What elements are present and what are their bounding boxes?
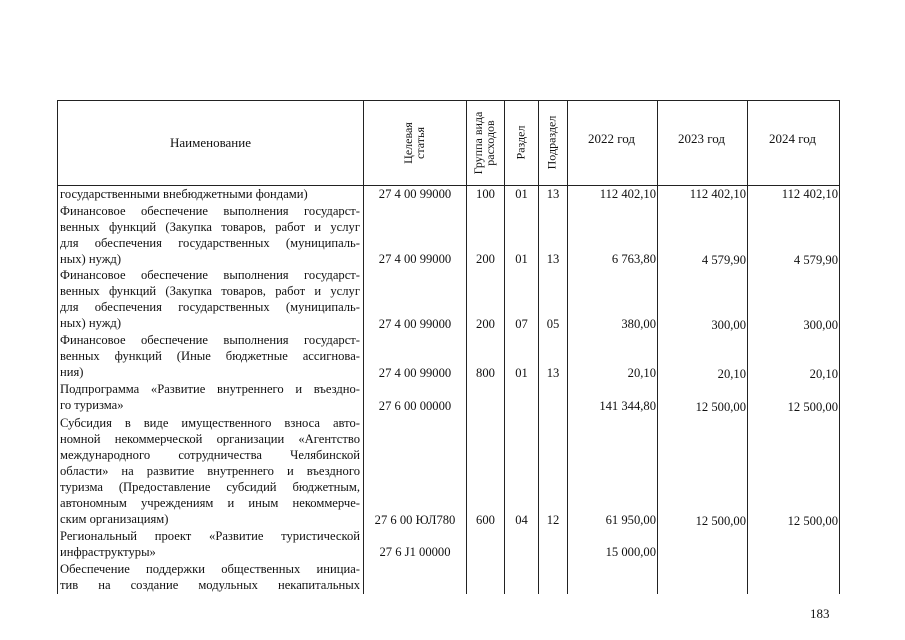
header-year-2024: 2024 год [769,131,816,146]
cell-amount-2024: 4 579,90 [793,253,838,267]
cell-target-article: 27 6 00 ЮЛ780 [374,513,456,527]
header-year-2022: 2022 год [588,131,635,146]
cell-amount-2023: 12 500,00 [695,400,746,414]
header-target-article [402,103,428,183]
cell-subsection: 13 [546,366,560,380]
header-expense-group [472,103,498,183]
cell-subsection: 13 [546,252,560,266]
header-group-line2: расходов [483,120,497,166]
name-line: ных) нужд) [60,316,122,330]
name-line: го туризма» [60,398,124,412]
col-border-left [57,100,58,594]
table-row-name [60,186,360,202]
name-line: международного сотрудничества Челябинской [60,448,360,462]
name-line: государственными внебюджетными фондами) [60,187,308,201]
cell-subsection: 05 [546,317,560,331]
name-line: венных функций (Иные бюджетные ассигнова- [60,349,360,363]
cell-amount-2024: 112 402,10 [781,187,838,201]
cell-amount-2022: 141 344,80 [599,399,656,413]
cell-section: 04 [515,513,528,527]
name-line: туризма (Предоставление субсидий бюджетным, [60,480,360,494]
header-name: Наименование [170,135,251,150]
cell-target-article: 27 6 00 00000 [378,399,452,413]
cell-amount-2022: 6 763,80 [611,252,656,266]
name-line: Финансовое обеспечение выполнения государст- [60,333,360,347]
cell-expense-group: 600 [476,513,495,527]
header-subsection: Подраздел [544,115,559,170]
cell-section: 01 [515,252,528,266]
header-target-line2: статья [413,127,427,159]
header-section: Раздел [513,125,528,160]
cell-subsection: 12 [546,513,560,527]
cell-amount-2022: 15 000,00 [605,545,656,559]
cell-expense-group: 100 [476,187,495,201]
cell-amount-2023: 300,00 [711,318,746,332]
cell-section: 07 [515,317,528,331]
cell-amount-2024: 300,00 [803,318,838,332]
table-top-border [57,100,839,101]
table-row-name [60,381,360,413]
name-line: номной некоммерческой организации «Агентство [60,432,360,446]
cell-target-article: 27 6 J1 00000 [379,545,451,559]
name-line: венных функций (Закупка товаров, работ и услуг [60,284,360,298]
name-line: для обеспечения государственных (муниципаль- [60,236,360,250]
cell-target-article: 27 4 00 99000 [378,187,452,201]
name-line: инфраструктуры» [60,545,156,559]
name-line: ных) нужд) [60,252,122,266]
name-line: Финансовое обеспечение выполнения государст- [60,268,360,282]
cell-section: 01 [515,187,528,201]
cell-amount-2022: 20,10 [627,366,656,380]
table-row-name [60,203,360,267]
header-group-line1: Группа вида [471,111,485,175]
name-line: венных функций (Закупка товаров, работ и услуг [60,220,360,234]
name-line: тив на создание модульных некапитальных [60,578,360,592]
cell-target-article: 27 4 00 99000 [378,252,452,266]
name-line: области» на развитие внутреннего и въездного [60,464,360,478]
name-line: Субсидия в виде имущественного взноса авто- [60,416,360,430]
table-row-name [60,528,360,560]
cell-amount-2024: 12 500,00 [787,514,838,528]
name-line: Региональный проект «Развитие туристической [60,529,360,543]
col-border-right [839,100,840,594]
cell-expense-group: 200 [476,317,495,331]
cell-subsection: 13 [546,187,560,201]
cell-target-article: 27 4 00 99000 [378,317,452,331]
cell-amount-2023: 20,10 [717,367,746,381]
name-line: ским организациям) [60,512,169,526]
cell-section: 01 [515,366,528,380]
name-line: ния) [60,365,84,379]
name-line: Обеспечение поддержки общественных инициа- [60,562,360,576]
table-row-name [60,332,360,380]
header-year-2023: 2023 год [678,131,725,146]
table-row-name [60,561,360,593]
name-line: Подпрограмма «Развитие внутреннего и въездно- [60,382,360,396]
cell-amount-2024: 20,10 [809,367,838,381]
cell-amount-2023: 112 402,10 [689,187,746,201]
name-line: автономным учреждениям и иным некоммерче- [60,496,360,510]
cell-amount-2023: 12 500,00 [695,514,746,528]
cell-amount-2022: 112 402,10 [599,187,656,201]
cell-amount-2023: 4 579,90 [701,253,746,267]
page-number: 183 [810,606,830,621]
header-target-line1: Целевая [401,122,415,164]
table-row-name [60,267,360,331]
cell-amount-2024: 12 500,00 [787,400,838,414]
cell-target-article: 27 4 00 99000 [378,366,452,380]
cell-amount-2022: 61 950,00 [605,513,656,527]
cell-amount-2022: 380,00 [621,317,656,331]
table-row-name [60,415,360,527]
cell-expense-group: 200 [476,252,495,266]
name-line: Финансовое обеспечение выполнения государст- [60,204,360,218]
cell-expense-group: 800 [476,366,495,380]
name-line: для обеспечения государственных (муниципаль- [60,300,360,314]
